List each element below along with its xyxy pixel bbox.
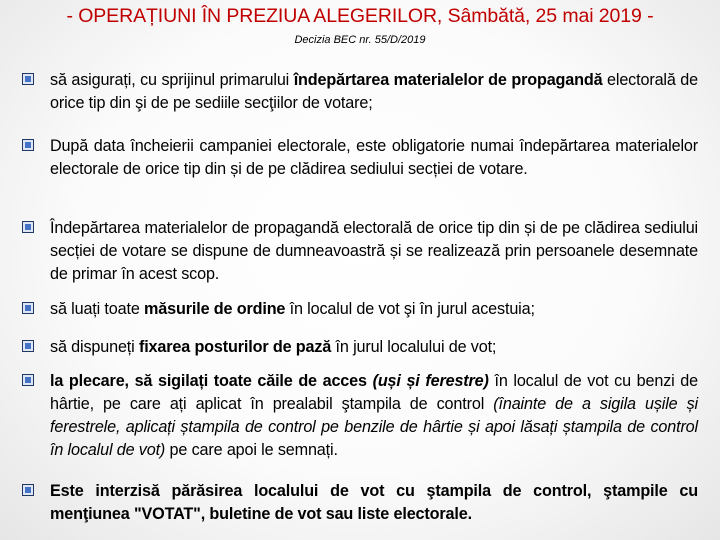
bullet-text: După data încheierii campaniei electorale, este obligatorie numai îndepărtarea materialelor electorale de orice tip din și de pe clădirea sediului secției de votare. xyxy=(50,137,698,178)
checkbox-bullet-icon xyxy=(22,340,34,352)
checkbox-bullet-icon xyxy=(22,374,34,386)
bullet-text: să asigurați, cu sprijinul primarului îndepărtarea materialelor de propagandă electorală de orice tip din şi de pe sediile secţiilor de votare; xyxy=(50,71,698,112)
bullet-item xyxy=(22,336,698,359)
bullet-item xyxy=(22,298,698,321)
checkbox-bullet-icon xyxy=(22,73,34,85)
checkbox-bullet-icon xyxy=(22,139,34,151)
bullet-text: Este interzisă părăsirea localului de vot cu ştampila de control, ştampile cu menţiunea "VOTAT", buletine de vot sau liste electorale. xyxy=(50,482,698,523)
checkbox-bullet-icon xyxy=(22,484,34,496)
bullet-item xyxy=(22,370,698,462)
bullet-text: la plecare, să sigilați toate căile de acces (uși și ferestre) în localul de vot cu benzi de hârtie, pe care ați aplicat în prealabil ştampila de control (înainte de a sigila ușile și ferestrele, aplicați ștampila de control pe benzile de hârtie și apoi lăsați ștampila de control în localul de vot) pe care apoi le semnați. xyxy=(50,372,698,459)
bullet-item xyxy=(22,480,698,526)
bullet-item xyxy=(22,135,698,181)
page-title: - OPERAȚIUNI ÎN PREZIUA ALEGERILOR, Sâmbătă, 25 mai 2019 - xyxy=(66,5,654,27)
bullet-item xyxy=(22,69,698,115)
bullet-text: Îndepărtarea materialelor de propagandă electorală de orice tip din și de pe clădirea sediului secției de votare se dispune de dumneavoastră și se realizează prin persoanele desemnate de primar în acest scop. xyxy=(50,219,698,283)
bullet-item xyxy=(22,217,698,286)
bullet-text: să luați toate măsurile de ordine în localul de vot şi în jurul acestuia; xyxy=(50,300,535,318)
checkbox-bullet-icon xyxy=(22,302,34,314)
checkbox-bullet-icon xyxy=(22,221,34,233)
decision-reference: Decizia BEC nr. 55/D/2019 xyxy=(294,34,426,46)
bullet-text: să dispuneți fixarea posturilor de pază în jurul localului de vot; xyxy=(50,338,497,356)
